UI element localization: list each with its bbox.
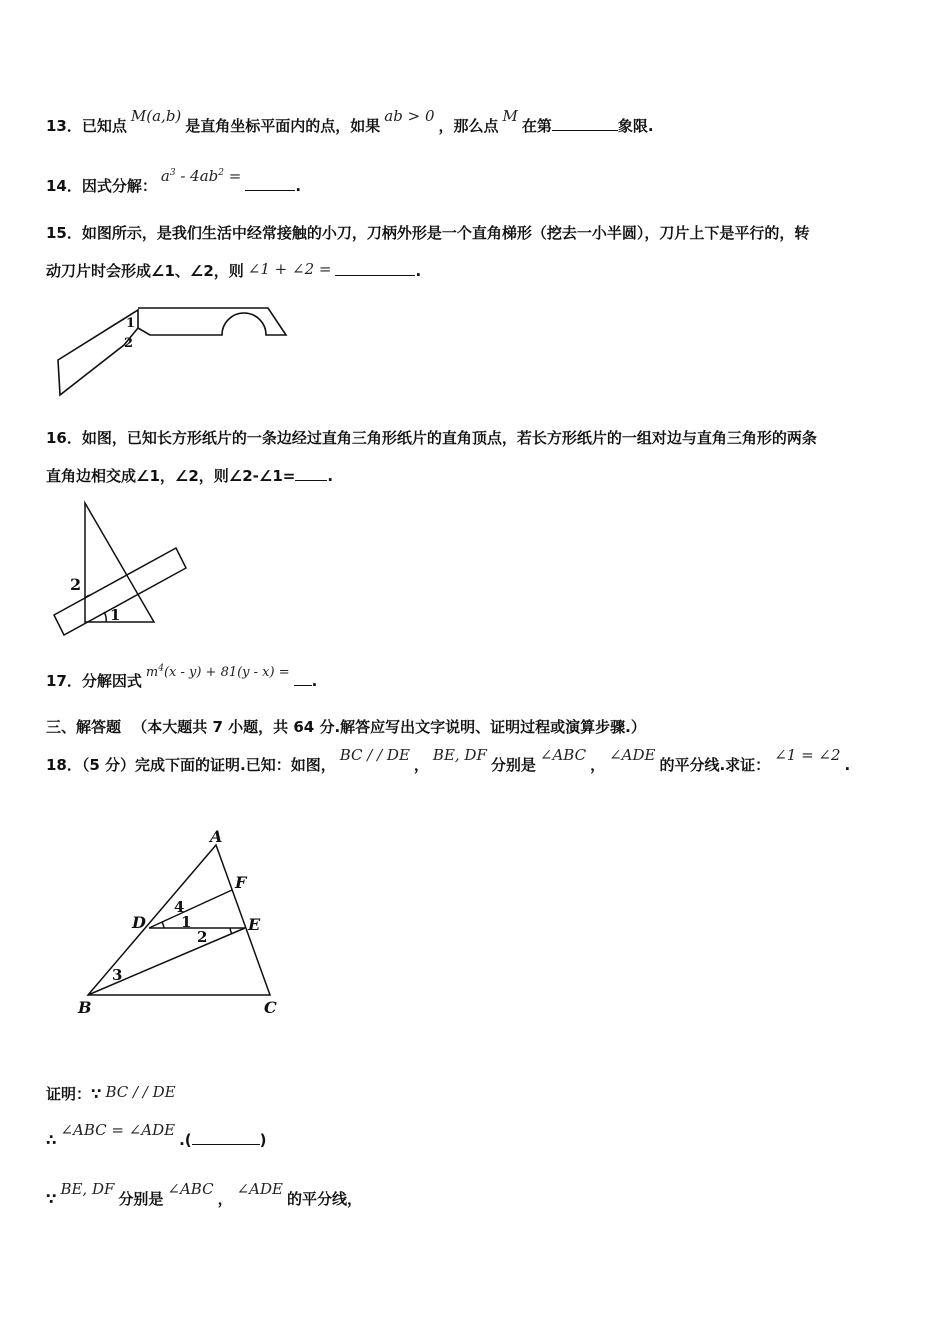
q13-text-3: ，那么点 xyxy=(438,117,499,135)
q18-comma: ， xyxy=(413,756,429,774)
question-15-line-2 xyxy=(46,260,421,281)
section-description: （本大题共 7 小题，共 64 分.解答应写出文字说明、证明过程或演算步骤.） xyxy=(132,718,646,736)
proof-text: 证明：∵ xyxy=(46,1085,102,1103)
q13-math-condition: ab > 0 xyxy=(384,107,435,125)
proof-math-angles-equal: ∠ABC = ∠ADE xyxy=(60,1121,176,1139)
proof-text-3: 的平分线， xyxy=(287,1190,363,1208)
question-14 xyxy=(46,167,302,196)
q13-text: 已知点 xyxy=(81,117,127,135)
q17-period: . xyxy=(311,672,318,690)
proof-text-2: 分别是 xyxy=(118,1190,164,1208)
angle-2-arc xyxy=(85,595,91,598)
q15-angle-2-label: 2 xyxy=(124,336,134,351)
proof-paren-open: .( xyxy=(179,1131,192,1149)
q17-math-expression: $m^4(x - y) + 81(y - x)$ = xyxy=(145,663,290,680)
q13-math-m: M xyxy=(502,107,518,125)
label-b: B xyxy=(78,998,92,1017)
q14-number: 14． xyxy=(46,177,82,195)
q15-period: . xyxy=(415,262,422,280)
q16-angle-2-label: 2 xyxy=(70,575,82,594)
segment-be xyxy=(88,928,245,995)
q15-answer-blank[interactable] xyxy=(335,261,415,276)
section-title: 三、解答题 xyxy=(46,718,122,736)
label-e: E xyxy=(248,915,261,934)
question-15-line-1: 15．如图所示，是我们生活中经常接触的小刀，刀柄外形是一个直角梯形（挖去一小半圆），刀片上下是平行的，转 xyxy=(46,224,810,242)
q18-math-angle-ade: ∠ADE xyxy=(609,746,656,764)
q18-comma-2: ， xyxy=(590,756,606,774)
q17-answer-blank[interactable] xyxy=(294,671,312,686)
q14-text: 因式分解： xyxy=(81,177,157,195)
q16-answer-blank[interactable] xyxy=(295,466,327,481)
q17-text: 17．分解因式 xyxy=(46,672,142,690)
knife-handle xyxy=(138,308,286,335)
q18-math-angle-abc: ∠ABC xyxy=(539,746,587,764)
question-17 xyxy=(46,663,318,691)
angle-1-arc xyxy=(162,922,164,928)
proof-math-angle-abc: ∠ABC xyxy=(167,1180,214,1198)
proof-comma: ， xyxy=(217,1190,233,1208)
q15-angle-1-label: 1 xyxy=(126,316,136,331)
angle-2-arc xyxy=(230,928,232,934)
proof-therefore: ∴ xyxy=(46,1131,57,1149)
q18-triangle-figure xyxy=(72,827,312,1020)
question-16-line-2 xyxy=(46,465,333,486)
q14-period: . xyxy=(295,177,302,195)
proof-reason-blank[interactable] xyxy=(192,1130,260,1145)
angle-1-arc xyxy=(104,612,106,622)
q13-answer-blank[interactable] xyxy=(552,116,618,131)
section-header xyxy=(46,716,646,737)
q18-math-goal: ∠1 = ∠2 xyxy=(774,746,841,764)
q18-text-3: 的平分线.求证： xyxy=(659,756,771,774)
q15-math-sum: ∠1 + ∠2 = xyxy=(247,260,332,278)
proof-because: ∵ xyxy=(46,1190,57,1208)
q14-math-expression: $a^3 - 4ab^2$ = xyxy=(160,167,242,185)
q13-number: 13． xyxy=(46,117,82,135)
angle-4-label: 4 xyxy=(174,898,185,916)
angle-3-label: 3 xyxy=(112,966,123,984)
q16-angle-1-label: 1 xyxy=(110,606,121,624)
angle-1-label: 1 xyxy=(181,913,192,931)
q18-text-2: 分别是 xyxy=(490,756,536,774)
question-16-line-1: 16．如图，已知长方形纸片的一条边经过直角三角形纸片的直角顶点，若长方形纸片的一组对边与直角三角形的两条 xyxy=(46,429,817,447)
label-a: A xyxy=(210,827,223,846)
label-f: F xyxy=(235,873,247,892)
q18-math-bisectors: BE, DF xyxy=(432,746,487,764)
q13-math-point: M(a,b) xyxy=(130,107,182,125)
q13-text-2: 是直角坐标平面内的点，如果 xyxy=(185,117,381,135)
q14-answer-blank[interactable] xyxy=(245,176,295,191)
question-18 xyxy=(46,746,851,775)
angle-2-label: 2 xyxy=(197,928,208,946)
proof-line-3 xyxy=(46,1180,363,1209)
q18-period: . xyxy=(844,756,851,774)
proof-math-angle-ade: ∠ADE xyxy=(236,1180,283,1198)
proof-line-2 xyxy=(46,1121,267,1149)
q16-period: . xyxy=(327,467,334,485)
q18-text: 18．（5 分）完成下面的证明.已知：如图， xyxy=(46,756,336,774)
question-13 xyxy=(46,107,654,136)
proof-paren-close: ) xyxy=(259,1131,267,1149)
q15-text: 动刀片时会形成∠1、∠2，则 xyxy=(46,262,244,280)
proof-line-1 xyxy=(46,1083,180,1104)
proof-math-bisectors: BE, DF xyxy=(60,1180,115,1198)
q16-text: 直角边相交成∠1，∠2，则∠2-∠1= xyxy=(46,467,296,485)
label-c: C xyxy=(264,998,277,1017)
q13-text-5: 象限. xyxy=(617,117,654,135)
q18-math-parallel: BC / / DE xyxy=(339,746,410,764)
label-d: D xyxy=(132,913,146,932)
q15-knife-figure xyxy=(46,300,306,400)
q16-triangle-rectangle-figure xyxy=(46,500,196,640)
proof-math-parallel: BC / / DE xyxy=(105,1083,176,1101)
q13-text-4: 在第 xyxy=(521,117,552,135)
